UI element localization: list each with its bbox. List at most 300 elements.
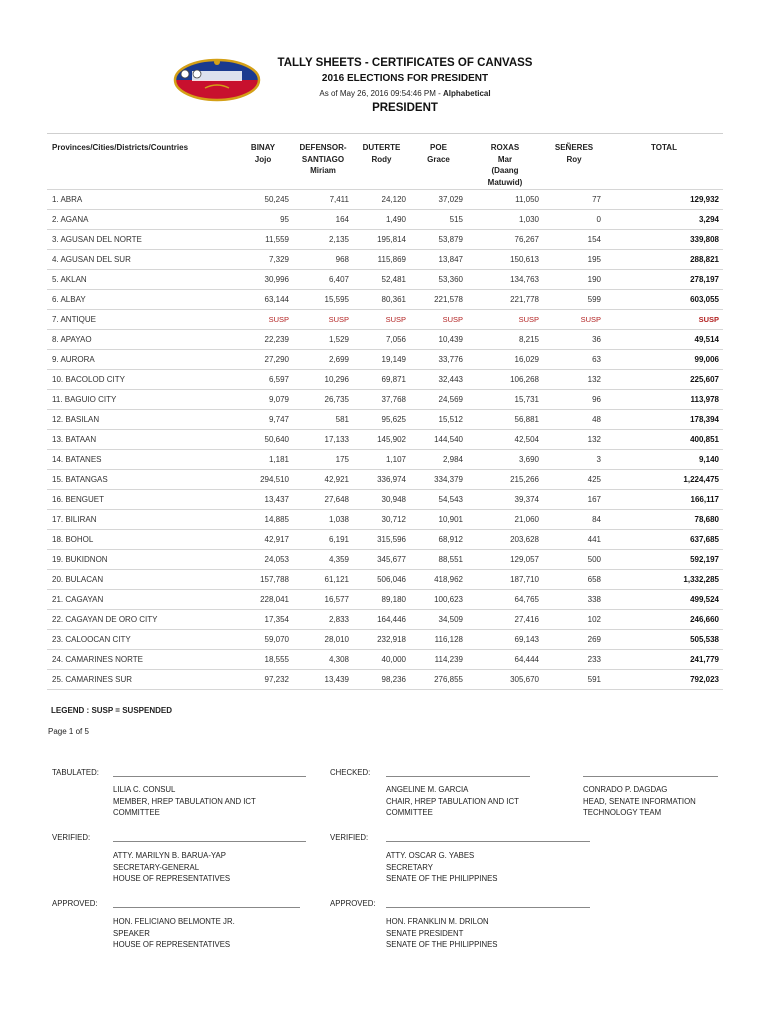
signatory-name: ANGELINE M. GARCIA	[386, 785, 469, 794]
signatory-title: SENATE OF THE PHILIPPINES	[386, 940, 498, 949]
vote-count-cell: 63,144	[233, 290, 293, 310]
total-cell: 241,779	[605, 650, 723, 670]
vote-count-cell: 11,559	[233, 230, 293, 250]
vote-count-cell: 10,296	[293, 370, 353, 390]
signatory-name: CONRADO P. DAGDAG	[583, 785, 668, 794]
vote-count-cell: 167	[543, 490, 605, 510]
table-row	[47, 330, 723, 350]
vote-count-cell: 42,504	[467, 430, 543, 450]
vote-count-cell: 425	[543, 470, 605, 490]
table-row	[47, 390, 723, 410]
vote-count-cell: 102	[543, 610, 605, 630]
province-name-cell: 23. CALOOCAN CITY	[47, 630, 233, 650]
vote-count-cell: 334,379	[410, 470, 467, 490]
approved-label: APPROVED:	[52, 899, 98, 908]
total-cell: 603,055	[605, 290, 723, 310]
province-name-cell: 4. AGUSAN DEL SUR	[47, 250, 233, 270]
signature-line	[386, 907, 590, 908]
vote-count-cell: 345,677	[353, 550, 410, 570]
header-line: DUTERTE	[362, 143, 401, 152]
vote-count-cell: 515	[410, 210, 467, 230]
signatory-name: LILIA C. CONSUL	[113, 785, 176, 794]
vote-count-cell: 27,290	[233, 350, 293, 370]
province-name-cell: 19. BUKIDNON	[47, 550, 233, 570]
total-cell: 49,514	[605, 330, 723, 350]
vote-count-cell: SUSP	[233, 310, 293, 330]
vote-count-cell: 98,236	[353, 670, 410, 690]
vote-count-cell: 203,628	[467, 530, 543, 550]
vote-count-cell: 19,149	[353, 350, 410, 370]
page-number: Page 1 of 5	[48, 727, 89, 736]
vote-count-cell: 338	[543, 590, 605, 610]
table-row	[47, 530, 723, 550]
province-name-cell: 15. BATANGAS	[47, 470, 233, 490]
signature-line	[386, 776, 530, 777]
vote-count-cell: 42,917	[233, 530, 293, 550]
vote-count-cell: 37,768	[353, 390, 410, 410]
header-line: Roy	[566, 154, 582, 164]
vote-count-cell: 164,446	[353, 610, 410, 630]
vote-count-cell: 2,984	[410, 450, 467, 470]
vote-count-cell: 506,046	[353, 570, 410, 590]
total-cell: 3,294	[605, 210, 723, 230]
vote-count-cell: 7,329	[233, 250, 293, 270]
vote-count-cell: 13,439	[293, 670, 353, 690]
vote-count-cell: 16,577	[293, 590, 353, 610]
province-name-cell: 11. BAGUIO CITY	[47, 390, 233, 410]
vote-count-cell: 15,512	[410, 410, 467, 430]
vote-count-cell: 100,623	[410, 590, 467, 610]
vote-count-cell: 6,407	[293, 270, 353, 290]
vote-count-cell: 145,902	[353, 430, 410, 450]
signatory-name: ATTY. MARILYN B. BARUA-YAP	[113, 851, 226, 860]
vote-count-cell: 1,490	[353, 210, 410, 230]
vote-count-cell: 132	[543, 430, 605, 450]
signature-line	[583, 776, 718, 777]
vote-count-cell: 154	[543, 230, 605, 250]
table-row	[47, 550, 723, 570]
vote-count-cell: 115,869	[353, 250, 410, 270]
vote-count-cell: 52,481	[353, 270, 410, 290]
vote-count-cell: 39,374	[467, 490, 543, 510]
vote-count-cell: 69,143	[467, 630, 543, 650]
timestamp-line	[0, 89, 770, 98]
signatory-title: COMMITTEE	[113, 808, 160, 817]
province-name-cell: 22. CAGAYAN DE ORO CITY	[47, 610, 233, 630]
vote-count-cell: 27,648	[293, 490, 353, 510]
vote-count-cell: 175	[293, 450, 353, 470]
header-line: Mar	[497, 154, 513, 164]
signatory-title: MEMBER, HREP TABULATION AND ICT	[113, 796, 256, 806]
vote-count-cell: 106,268	[467, 370, 543, 390]
signatory-title: SECRETARY	[386, 862, 433, 872]
total-cell: 225,607	[605, 370, 723, 390]
vote-count-cell: 54,543	[410, 490, 467, 510]
province-name-cell: 16. BENGUET	[47, 490, 233, 510]
column-header-seneres	[543, 134, 605, 190]
vote-count-cell: 221,778	[467, 290, 543, 310]
table-row	[47, 670, 723, 690]
total-cell: 129,932	[605, 190, 723, 210]
vote-count-cell: 114,239	[410, 650, 467, 670]
column-header-duterte	[353, 134, 410, 190]
signatory-title: SENATE PRESIDENT	[386, 928, 464, 938]
vote-count-cell: 195,814	[353, 230, 410, 250]
total-cell: 505,538	[605, 630, 723, 650]
table-row	[47, 370, 723, 390]
table-row	[47, 650, 723, 670]
vote-count-cell: 56,881	[467, 410, 543, 430]
province-name-cell: 1. ABRA	[47, 190, 233, 210]
vote-count-cell: 37,029	[410, 190, 467, 210]
signature-line	[113, 841, 306, 842]
vote-count-cell: 591	[543, 670, 605, 690]
signatory-consul	[113, 784, 256, 819]
total-cell: 1,224,475	[605, 470, 723, 490]
vote-count-cell: 36	[543, 330, 605, 350]
total-cell: 400,851	[605, 430, 723, 450]
vote-count-cell: 294,510	[233, 470, 293, 490]
vote-count-cell: 30,948	[353, 490, 410, 510]
vote-count-cell: 48	[543, 410, 605, 430]
signatory-title: SENATE OF THE PHILIPPINES	[386, 874, 498, 883]
vote-count-cell: 59,070	[233, 630, 293, 650]
vote-count-cell: 1,181	[233, 450, 293, 470]
province-name-cell: 9. AURORA	[47, 350, 233, 370]
vote-count-cell: 3	[543, 450, 605, 470]
vote-count-cell: 84	[543, 510, 605, 530]
vote-count-cell: 190	[543, 270, 605, 290]
header-line: Rody	[371, 154, 392, 164]
vote-count-cell: 53,879	[410, 230, 467, 250]
vote-count-cell: 129,057	[467, 550, 543, 570]
vote-count-cell: 50,245	[233, 190, 293, 210]
vote-count-cell: 134,763	[467, 270, 543, 290]
column-header-defensor-santiago	[293, 134, 353, 190]
vote-count-cell: 0	[543, 210, 605, 230]
vote-count-cell: SUSP	[293, 310, 353, 330]
total-cell: 637,685	[605, 530, 723, 550]
vote-count-cell: 418,962	[410, 570, 467, 590]
total-cell: 499,524	[605, 590, 723, 610]
table-row	[47, 350, 723, 370]
signatory-barua-yap	[113, 850, 230, 885]
vote-count-cell: 13,437	[233, 490, 293, 510]
vote-count-cell: 315,596	[353, 530, 410, 550]
vote-count-cell: 64,444	[467, 650, 543, 670]
vote-count-cell: SUSP	[410, 310, 467, 330]
vote-count-cell: 187,710	[467, 570, 543, 590]
vote-count-cell: 18,555	[233, 650, 293, 670]
vote-count-cell: 276,855	[410, 670, 467, 690]
total-cell: 339,808	[605, 230, 723, 250]
table-row	[47, 430, 723, 450]
vote-count-cell: 11,050	[467, 190, 543, 210]
vote-count-cell: 40,000	[353, 650, 410, 670]
signature-line	[386, 841, 590, 842]
vote-count-cell: 95,625	[353, 410, 410, 430]
vote-count-cell: 63	[543, 350, 605, 370]
vote-count-cell: 7,411	[293, 190, 353, 210]
table-row	[47, 510, 723, 530]
vote-count-cell: 7,056	[353, 330, 410, 350]
signatory-title: HOUSE OF REPRESENTATIVES	[113, 874, 231, 883]
vote-count-cell: 6,597	[233, 370, 293, 390]
vote-count-cell: 164	[293, 210, 353, 230]
province-name-cell: 8. APAYAO	[47, 330, 233, 350]
header-line: DEFENSOR-	[299, 143, 347, 152]
vote-count-cell: 15,595	[293, 290, 353, 310]
vote-count-cell: 77	[543, 190, 605, 210]
vote-count-cell: 2,135	[293, 230, 353, 250]
header-line: Jojo	[254, 154, 272, 164]
vote-count-cell: 305,670	[467, 670, 543, 690]
header-line: SANTIAGO	[301, 154, 345, 164]
table-row	[47, 290, 723, 310]
tally-body	[47, 190, 723, 690]
column-header-binay	[233, 134, 293, 190]
vote-count-cell: 28,010	[293, 630, 353, 650]
vote-count-cell: 68,912	[410, 530, 467, 550]
signatory-title: COMMITTEE	[386, 808, 433, 817]
signatory-name: HON. FELICIANO BELMONTE JR.	[113, 917, 235, 926]
tabulated-label: TABULATED:	[52, 768, 99, 777]
vote-count-cell: 2,699	[293, 350, 353, 370]
table-header-row	[47, 134, 723, 190]
vote-count-cell: 21,060	[467, 510, 543, 530]
column-header-poe	[410, 134, 467, 190]
vote-count-cell: 88,551	[410, 550, 467, 570]
vote-count-cell: 8,215	[467, 330, 543, 350]
vote-count-cell: 2,833	[293, 610, 353, 630]
vote-count-cell: SUSP	[543, 310, 605, 330]
province-name-cell: 17. BILIRAN	[47, 510, 233, 530]
vote-count-cell: 33,776	[410, 350, 467, 370]
province-name-cell: 21. CAGAYAN	[47, 590, 233, 610]
table-row	[47, 210, 723, 230]
table-row	[47, 490, 723, 510]
vote-count-cell: 34,509	[410, 610, 467, 630]
vote-count-cell: SUSP	[467, 310, 543, 330]
total-cell: 792,023	[605, 670, 723, 690]
vote-count-cell: 157,788	[233, 570, 293, 590]
verified-label: VERIFIED:	[330, 833, 369, 842]
vote-count-cell: 228,041	[233, 590, 293, 610]
vote-count-cell: 658	[543, 570, 605, 590]
vote-count-cell: 14,885	[233, 510, 293, 530]
vote-count-cell: 441	[543, 530, 605, 550]
vote-count-cell: 24,120	[353, 190, 410, 210]
approved-label: APPROVED:	[330, 899, 376, 908]
vote-count-cell: 132	[543, 370, 605, 390]
table-row	[47, 410, 723, 430]
vote-count-cell: 26,735	[293, 390, 353, 410]
vote-count-cell: 3,690	[467, 450, 543, 470]
province-name-cell: 2. AGANA	[47, 210, 233, 230]
table-row	[47, 250, 723, 270]
vote-count-cell: 1,038	[293, 510, 353, 530]
vote-count-cell: 1,107	[353, 450, 410, 470]
signatory-title: HOUSE OF REPRESENTATIVES	[113, 940, 231, 949]
province-name-cell: 25. CAMARINES SUR	[47, 670, 233, 690]
vote-count-cell: 96	[543, 390, 605, 410]
vote-count-cell: 22,239	[233, 330, 293, 350]
column-header-total: TOTAL	[605, 134, 723, 190]
signatory-title: SPEAKER	[113, 928, 150, 938]
vote-count-cell: 69,871	[353, 370, 410, 390]
table-row	[47, 570, 723, 590]
province-name-cell: 24. CAMARINES NORTE	[47, 650, 233, 670]
vote-count-cell: 221,578	[410, 290, 467, 310]
table-row	[47, 450, 723, 470]
total-cell: 178,394	[605, 410, 723, 430]
header-line: POE	[430, 143, 447, 152]
tally-table	[47, 133, 723, 690]
vote-count-cell: 24,569	[410, 390, 467, 410]
header-line: (Daang	[491, 166, 519, 175]
header-line: Grace	[427, 154, 450, 164]
sort-order: Alphabetical	[443, 89, 491, 98]
vote-count-cell: 599	[543, 290, 605, 310]
verified-label: VERIFIED:	[52, 833, 91, 842]
legend: LEGEND : SUSP = SUSPENDED	[51, 706, 172, 715]
vote-count-cell: 30,712	[353, 510, 410, 530]
total-cell: 1,332,285	[605, 570, 723, 590]
vote-count-cell: 15,731	[467, 390, 543, 410]
signatory-title: SECRETARY-GENERAL	[113, 862, 200, 872]
table-row	[47, 190, 723, 210]
signatory-yabes	[386, 850, 498, 885]
checked-label: CHECKED:	[330, 768, 371, 777]
vote-count-cell: 95	[233, 210, 293, 230]
signatory-title: CHAIR, HREP TABULATION AND ICT	[386, 796, 519, 806]
signatory-title: HEAD, SENATE INFORMATION	[583, 796, 696, 806]
province-name-cell: 18. BOHOL	[47, 530, 233, 550]
vote-count-cell: 61,121	[293, 570, 353, 590]
as-of-text: As of May 26, 2016 09:54:46 PM -	[319, 89, 444, 98]
province-name-cell: 14. BATANES	[47, 450, 233, 470]
vote-count-cell: 17,354	[233, 610, 293, 630]
vote-count-cell: 4,308	[293, 650, 353, 670]
total-cell: SUSP	[605, 310, 723, 330]
vote-count-cell: 42,921	[293, 470, 353, 490]
vote-count-cell: 336,974	[353, 470, 410, 490]
vote-count-cell: 9,747	[233, 410, 293, 430]
vote-count-cell: 13,847	[410, 250, 467, 270]
province-name-cell: 20. BULACAN	[47, 570, 233, 590]
vote-count-cell: 76,267	[467, 230, 543, 250]
vote-count-cell: 27,416	[467, 610, 543, 630]
table-row	[47, 630, 723, 650]
signature-line	[113, 776, 306, 777]
total-cell: 99,006	[605, 350, 723, 370]
vote-count-cell: 116,128	[410, 630, 467, 650]
vote-count-cell: 215,266	[467, 470, 543, 490]
document-subtitle: 2016 ELECTIONS FOR PRESIDENT	[321, 73, 489, 84]
vote-count-cell: 4,359	[293, 550, 353, 570]
vote-count-cell: 195	[543, 250, 605, 270]
column-header-roxas	[467, 134, 543, 190]
vote-count-cell: 16,029	[467, 350, 543, 370]
vote-count-cell: 269	[543, 630, 605, 650]
province-name-cell: 12. BASILAN	[47, 410, 233, 430]
vote-count-cell: 500	[543, 550, 605, 570]
total-cell: 9,140	[605, 450, 723, 470]
vote-count-cell: 32,443	[410, 370, 467, 390]
province-name-cell: 10. BACOLOD CITY	[47, 370, 233, 390]
total-cell: 78,680	[605, 510, 723, 530]
table-row	[47, 610, 723, 630]
vote-count-cell: 53,360	[410, 270, 467, 290]
province-name-cell: 7. ANTIQUE	[47, 310, 233, 330]
province-name-cell: 13. BATAAN	[47, 430, 233, 450]
table-row	[47, 270, 723, 290]
vote-count-cell: 581	[293, 410, 353, 430]
vote-count-cell: 232,918	[353, 630, 410, 650]
vote-count-cell: 50,640	[233, 430, 293, 450]
vote-count-cell: 144,540	[410, 430, 467, 450]
table-row	[47, 470, 723, 490]
table-row	[47, 230, 723, 250]
vote-count-cell: 80,361	[353, 290, 410, 310]
vote-count-cell: SUSP	[353, 310, 410, 330]
vote-count-cell: 233	[543, 650, 605, 670]
province-name-cell: 5. AKLAN	[47, 270, 233, 290]
header-line: Miriam	[310, 166, 336, 175]
vote-count-cell: 24,053	[233, 550, 293, 570]
total-cell: 592,197	[605, 550, 723, 570]
total-cell: 288,821	[605, 250, 723, 270]
vote-count-cell: 150,613	[467, 250, 543, 270]
column-header-province: Provinces/Cities/Districts/Countries	[47, 134, 233, 190]
total-cell: 246,660	[605, 610, 723, 630]
header-line: SEÑERES	[554, 143, 594, 152]
table-row	[47, 590, 723, 610]
signatory-name: ATTY. OSCAR G. YABES	[386, 851, 475, 860]
position-heading: PRESIDENT	[372, 102, 438, 114]
document-title: TALLY SHEETS - CERTIFICATES OF CANVASS	[277, 57, 533, 69]
total-cell: 113,978	[605, 390, 723, 410]
vote-count-cell: 6,191	[293, 530, 353, 550]
vote-count-cell: 9,079	[233, 390, 293, 410]
vote-count-cell: 97,232	[233, 670, 293, 690]
signatory-dagdag	[583, 784, 696, 819]
province-name-cell: 6. ALBAY	[47, 290, 233, 310]
signatory-title: TECHNOLOGY TEAM	[583, 808, 662, 817]
vote-count-cell: 1,030	[467, 210, 543, 230]
vote-count-cell: 89,180	[353, 590, 410, 610]
table-row	[47, 310, 723, 330]
vote-count-cell: 968	[293, 250, 353, 270]
vote-count-cell: 64,765	[467, 590, 543, 610]
vote-count-cell: 30,996	[233, 270, 293, 290]
total-cell: 166,117	[605, 490, 723, 510]
signatory-belmonte	[113, 916, 235, 951]
signature-line	[113, 907, 300, 908]
signatory-drilon	[386, 916, 498, 951]
signatory-name: HON. FRANKLIN M. DRILON	[386, 917, 489, 926]
province-name-cell: 3. AGUSAN DEL NORTE	[47, 230, 233, 250]
header-line: Matuwid)	[487, 177, 523, 187]
vote-count-cell: 1,529	[293, 330, 353, 350]
vote-count-cell: 10,901	[410, 510, 467, 530]
header-line: ROXAS	[490, 143, 520, 152]
vote-count-cell: 17,133	[293, 430, 353, 450]
signatory-garcia	[386, 784, 519, 819]
header-line: BINAY	[250, 143, 276, 152]
total-cell: 278,197	[605, 270, 723, 290]
vote-count-cell: 10,439	[410, 330, 467, 350]
